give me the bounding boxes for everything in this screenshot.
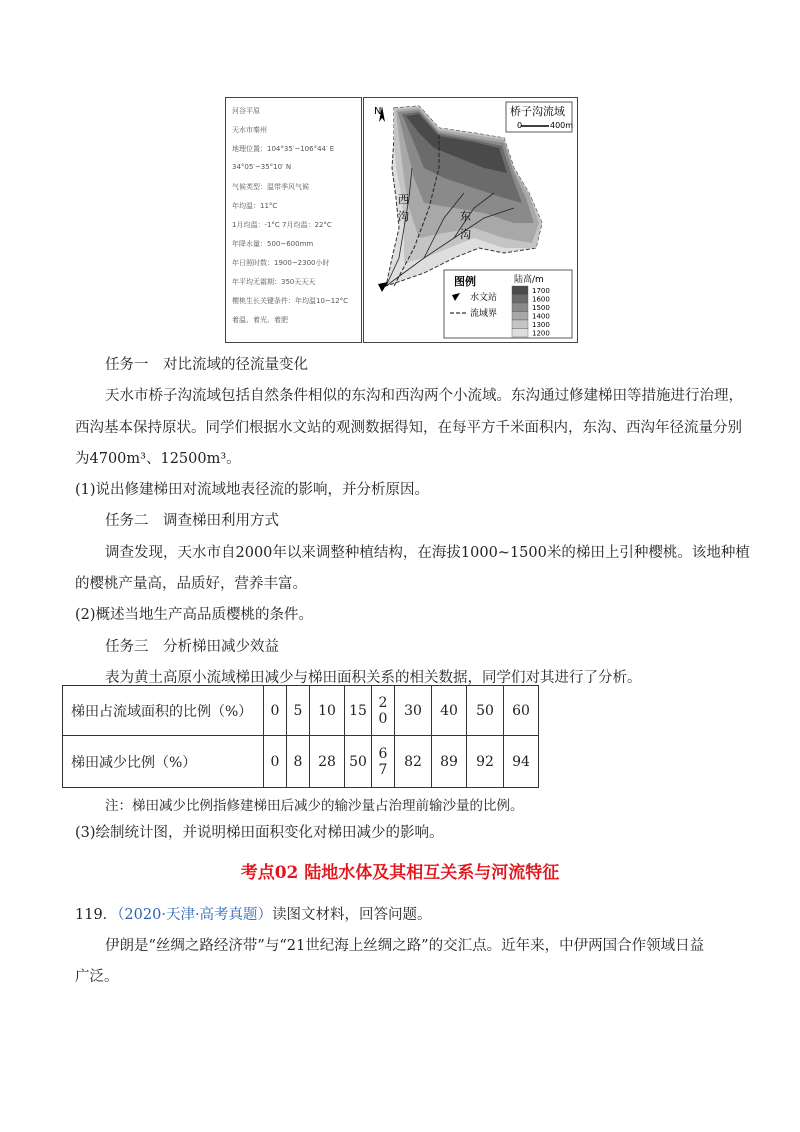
terrace-data-table <box>62 685 539 788</box>
scale-start: 0 <box>517 121 523 130</box>
info-line: 年降水量：500~600mm <box>232 240 314 248</box>
question-prompt: 读图文材料，回答问题。 <box>272 907 432 923</box>
info-box <box>225 97 362 343</box>
elevation-swatch <box>512 286 528 295</box>
info-line: 1月均温：-1°C 7月均温：22°C <box>232 221 332 229</box>
task3-title: 任务三 分析梯田减少效益 <box>105 639 279 655</box>
table-cell: 60 <box>504 686 539 736</box>
task1-paragraph: 为4700m³、12500m³。 <box>75 451 241 467</box>
info-line: 着温、着光、着肥 <box>232 316 288 324</box>
hydro-station-icon <box>378 282 388 292</box>
table-cell: 92 <box>467 736 504 788</box>
table-cell: 40 <box>432 686 467 736</box>
question-3: (3)绘制统计图，并说明梯田面积变化对梯田减少的影响。 <box>75 825 444 841</box>
table-cell: 0 <box>264 686 287 736</box>
task3-paragraph: 表为黄土高原小流域梯田减少与梯田面积关系的相关数据，同学们对其进行了分析。 <box>105 670 642 686</box>
elevation-value: 1300 <box>532 321 550 329</box>
info-line: 樱桃生长关键条件：年均温10~12°C <box>232 297 349 305</box>
west-gully-label-1: 西 <box>398 193 409 206</box>
table-cell: 30 <box>395 686 432 736</box>
info-line: 年均温：11°C <box>232 202 278 210</box>
question-2: (2)概述当地生产高品质樱桃的条件。 <box>75 607 314 623</box>
info-line: 地理位置：104°35′~106°44′ E <box>232 145 335 153</box>
question-number: 119． <box>75 907 118 923</box>
question-source: （2020·天津·高考真题） <box>117 907 273 923</box>
info-line: 天水市秦州 <box>232 126 267 134</box>
question-1: (1)说出修建梯田对流域地表径流的影响，并分析原因。 <box>75 482 430 498</box>
map-svg <box>364 98 577 342</box>
table-row <box>63 686 539 736</box>
elevation-swatch <box>512 295 528 304</box>
table-cell: 5 <box>287 686 310 736</box>
east-gully-label-1: 东 <box>460 210 471 223</box>
task2-paragraph: 调查发现，天水市自2000年以来调整种植结构，在海拔1000~1500米的梯田上引种樱桃。该地种植 <box>105 545 750 561</box>
elevation-swatch <box>512 320 528 329</box>
task2-paragraph: 的樱桃产量高，品质好，营养丰富。 <box>75 576 307 592</box>
map-title: 桥子沟流域 <box>510 105 565 118</box>
west-gully-label-2: 沟 <box>398 210 409 223</box>
table-cell: 0 <box>264 736 287 788</box>
row-header: 梯田减少比例（%） <box>63 736 264 788</box>
question-header <box>75 905 432 925</box>
question-paragraph: 广泛。 <box>75 969 119 985</box>
table-cell: 8 <box>287 736 310 788</box>
info-line: 气候类型：温带季风气候 <box>232 183 309 191</box>
east-gully-label-2: 沟 <box>460 228 471 241</box>
elevation-swatch <box>512 312 528 321</box>
table-row <box>63 736 539 788</box>
question-paragraph: 伊朗是“丝绸之路经济带”与“21世纪海上丝绸之路”的交汇点。近年来，中伊两国合作领域日益 <box>105 938 705 954</box>
info-line: 34°05′~35°10′ N <box>232 163 292 171</box>
elevation-title: 陆高/m <box>514 275 544 285</box>
legend-title: 图例 <box>454 275 476 288</box>
info-line: 年平均无霜期：350天天天 <box>232 278 316 286</box>
legend-boundary-label: 流域界 <box>470 309 498 319</box>
table-cell: 28 <box>310 736 345 788</box>
info-line: 河谷平原 <box>232 107 260 115</box>
task1-paragraph: 天水市桥子沟流域包括自然条件相似的东沟和西沟两个小流域。东沟通过修建梯田等措施进行治理， <box>105 388 743 404</box>
elevation-value: 1700 <box>532 287 550 295</box>
table-cell: 94 <box>504 736 539 788</box>
legend-station-label: 水文站 <box>470 293 498 303</box>
elevation-value: 1600 <box>532 295 550 304</box>
info-line: 年日照时数：1900~2300小时 <box>232 259 330 267</box>
elevation-value: 1500 <box>532 304 550 312</box>
elevation-value: 1400 <box>532 312 550 321</box>
section-title: 考点02 陆地水体及其相互关系与河流特征 <box>240 863 560 883</box>
watershed-map <box>363 97 578 343</box>
task1-title: 任务一 对比流域的径流量变化 <box>105 357 308 373</box>
elevation-value: 1200 <box>532 329 550 338</box>
table-cell: 6 7 <box>372 736 395 788</box>
row-header: 梯田占流域面积的比例（%） <box>63 686 264 736</box>
task2-title: 任务二 调查梯田利用方式 <box>105 513 279 529</box>
table-note: 注：梯田减少比例指修建梯田后减少的输沙量占治理前输沙量的比例。 <box>105 798 524 814</box>
elevation-swatch <box>512 329 528 338</box>
table-cell: 82 <box>395 736 432 788</box>
north-label: N <box>374 106 382 117</box>
table-cell: 50 <box>345 736 372 788</box>
table-cell: 2 0 <box>372 686 395 736</box>
table-cell: 89 <box>432 736 467 788</box>
table-cell: 10 <box>310 686 345 736</box>
scale-end: 400m <box>550 121 574 130</box>
elevation-swatch <box>512 303 528 312</box>
table-cell: 15 <box>345 686 372 736</box>
task1-paragraph: 西沟基本保持原状。同学们根据水文站的观测数据得知，在每平方千米面积内，东沟、西沟年径流量分别 <box>75 420 742 436</box>
table-cell: 50 <box>467 686 504 736</box>
